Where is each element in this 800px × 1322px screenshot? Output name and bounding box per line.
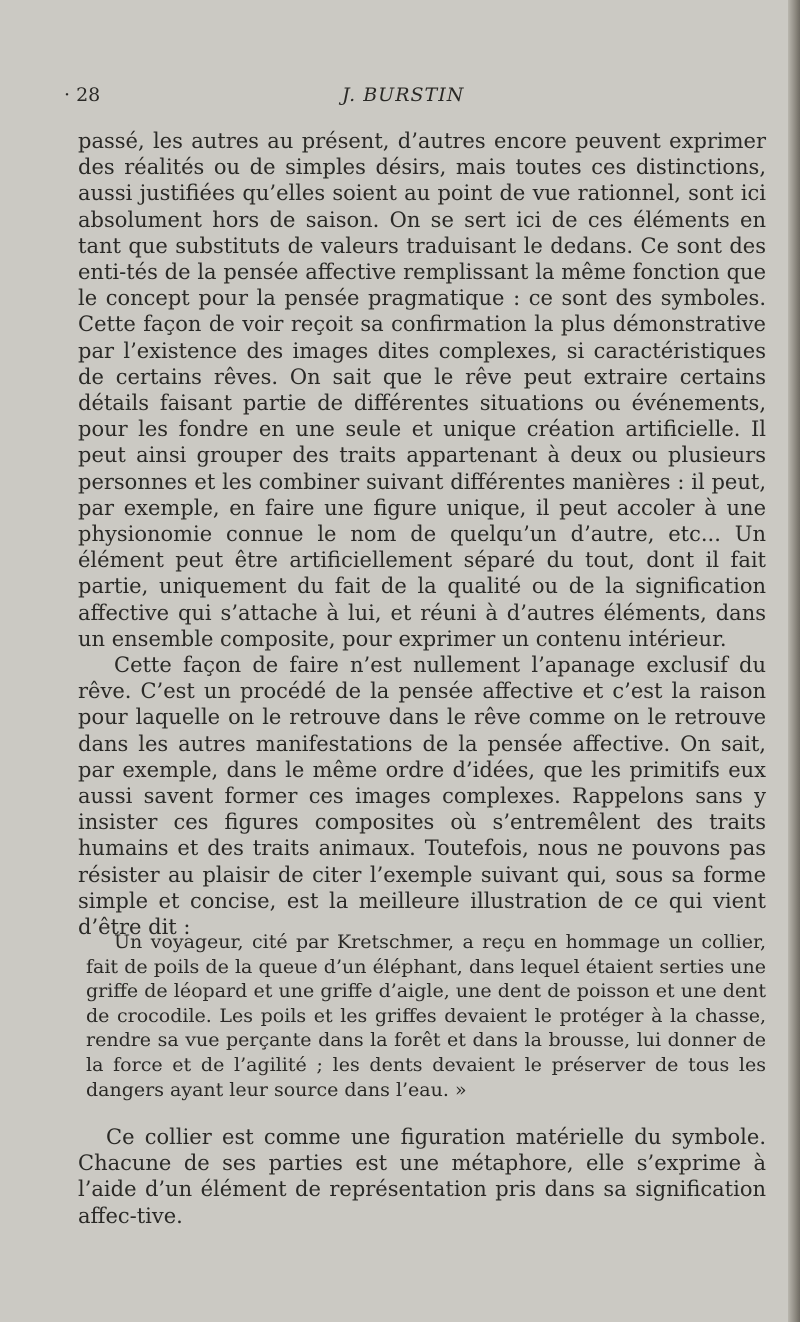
page-edge-shadow [788,0,800,1322]
body-text [78,128,766,940]
paragraph-1: passé, les autres au présent, d’autres encore peuvent exprimer des réalités ou de simples désirs, mais toutes ces distinctions, aussi justifiées qu’elles soient au point de vue rationnel, sont ici absolument hors de saison. On se sert ici de ces éléments en tant que substituts de valeurs traduisant le dedans. Ce sont des enti-tés de la pensée affective remplissant la même fonction que le concept pour la pensée pragmatique : ce sont des symboles. Cette façon de voir reçoit sa confirmation la plus démonstrative par l’existence des images dites complexes, si caractéristiques de certains rêves. On sait que le rêve peut extraire certains détails faisant partie de différentes situations ou événements, pour les fondre en une seule et unique création artificielle. Il peut ainsi grouper des traits appartenant à deux ou plusieurs personnes et les combiner suivant différentes manières : il peut, par exemple, en faire une figure unique, il peut accoler à une physionomie connue le nom de quelqu’un d’autre, etc... Un élément peut être artificiellement séparé du tout, dont il fait partie, uniquement du fait de la qualité ou de la signification affective qui s’attache à lui, et réuni à d’autres éléments, dans un ensemble composite, pour exprimer un contenu intérieur. [78,129,766,651]
closing-paragraph: Ce collier est comme une figuration matérielle du symbole. Chacune de ses parties est une métaphore, elle s’exprime à l’aide d’un élément de représentation pris dans sa signification affec-tive. [78,1125,766,1228]
paragraph-2: Cette façon de faire n’est nullement l’apanage exclusif du rêve. C’est un procédé de la pensée affective et c’est la raison pour laquelle on le retrouve dans le rêve comme on le retrouve dans les autres manifestations de la pensée affective. On sait, par exemple, dans le même ordre d’idées, que les primitifs eux aussi savent former ces images complexes. Rappelons sans y insister ces figures composites où s’entremêlent des traits humains et des traits animaux. Toutefois, nous ne pouvons pas résister au plaisir de citer l’exemple suivant qui, sous sa forme simple et concise, est la meilleure illustration de ce qui vient d’être dit : [78,653,766,940]
block-quote [86,930,766,1102]
quote-paragraph: Un voyageur, cité par Kretschmer, a reçu en hommage un collier, fait de poils de la queue d’un éléphant, dans lequel étaient serties une griffe de léopard et une griffe d’aigle, une dent de poisson et une dent de crocodile. Les poils et les griffes devaient le protéger à la chasse, rendre sa vue perçante dans la forêt et dans la brousse, lui donner de la force et de l’agilité ; les dents devaient le préserver de tous les dangers ayant leur source dans l’eau. » [86,931,766,1101]
running-title: J. BURSTIN [342,84,465,106]
closing-text [78,1124,766,1229]
page-header [60,84,760,112]
page-number: · 28 [64,84,101,106]
